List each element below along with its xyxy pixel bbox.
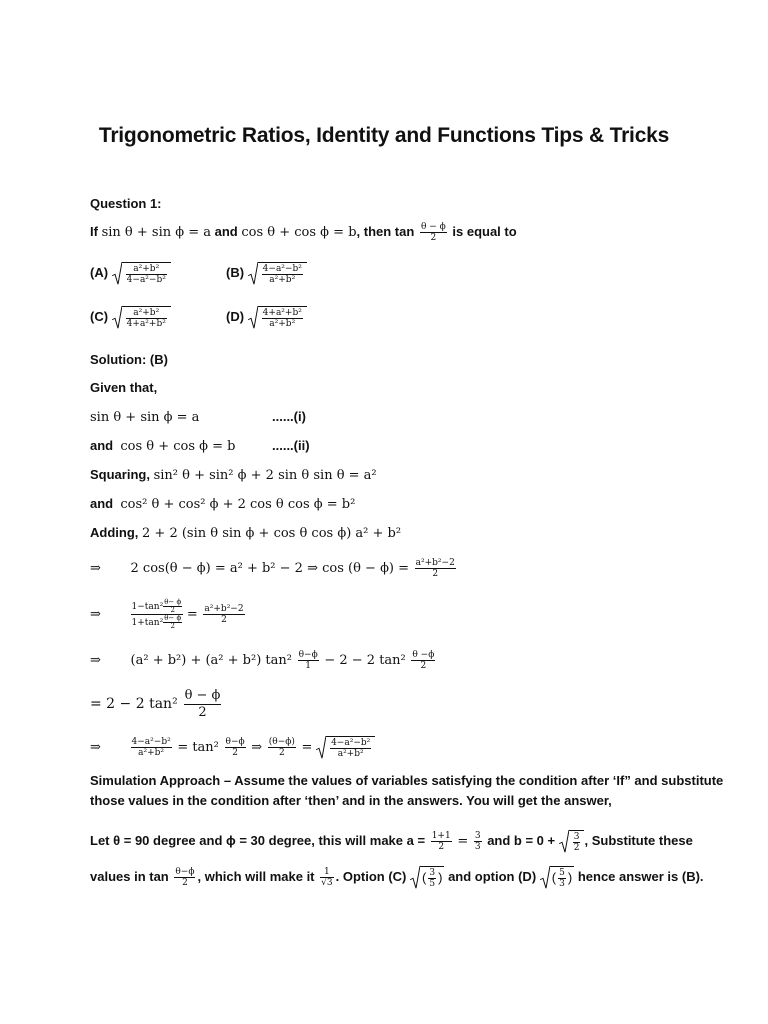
option-c: (C) $\frac{\text{a²+b²}}{\text{4+a²+b²}}$ <box>90 306 171 329</box>
equation-i: sin θ + sin ϕ = a <box>90 410 200 425</box>
simulation-let-line: Let θ = 90 degree and ϕ = 30 degree, this will make a = $\frac{1+1}{2}$ = $\frac{3}{3}$ and b = 0 + $\frac{3}{2}$ , Substitute these <box>90 831 693 853</box>
question-fraction: $\frac{\theta - \phi}{2}$ <box>420 222 446 243</box>
page-title: Trigonometric Ratios, Identity and Functions Tips & Tricks <box>98 124 670 147</box>
step-3: ⇒ (a² + b²) + (a² + b²) tan² $\frac{\theta-\phi}{1}$ − 2 − 2 tan² $\frac{\theta -\phi}{2}$ <box>90 650 435 671</box>
equation-ii: and cos θ + cos ϕ = b <box>90 438 236 454</box>
equation-i-tag: ......(i) <box>272 409 306 424</box>
option-d: (D) $\frac{\text{4+a²+b²}}{\text{a²+b²}}$ <box>226 306 307 329</box>
and-cos-line: and cos² θ + cos² ϕ + 2 cos θ cos ϕ = b² <box>90 496 356 512</box>
step-5: ⇒ $\frac{\text{4−a²−b²}}{\text{a²+b²}}$ = tan² $\frac{\theta-\phi}{2}$ ⇒ $\frac{(\theta-\phi)}{2}$ = $\frac{\text{4−a²−b²}}{\text{a²+b²}}$ <box>90 736 375 759</box>
step-2: ⇒ 1−tan² $\frac{\theta- \phi}{2}$ 1+tan² $\frac{\theta- \phi}{2}$ = $\frac{\text{a²+b²−2}}{2}$ <box>90 598 244 630</box>
simulation-line-2: those values in the condition after ‘then’ and in the answers. You will get the answer, <box>90 793 612 808</box>
option-b: (B) $\frac{\text{4−a²−b²}}{\text{a²+b²}}$ <box>226 262 307 285</box>
adding-line: Adding, 2 + 2 (sin θ sin ϕ + cos θ cos ϕ) a² + b² <box>90 525 402 541</box>
step-1: ⇒ 2 cos(θ − ϕ) = a² + b² − 2 ⇒ cos (θ − ϕ) = $\frac{\text{a²+b²−2}}{2}$ <box>90 558 455 579</box>
solution-heading: Solution: (B) <box>90 352 168 367</box>
given-text: Given that, <box>90 380 158 395</box>
question-heading: Question 1: <box>90 196 162 211</box>
step-4: = 2 − 2 tan² $\frac{\theta - \phi}{2}$ <box>90 688 221 720</box>
simulation-line-1: Simulation Approach – Assume the values of variables satisfying the condition after ‘If” and substitute <box>90 773 724 788</box>
simulation-values-line: values in tan $\frac{\theta-\phi}{2}$ , which will make it $\frac{1}{√3}$ . Option (C) ( $\frac{3}{5}$ ) and option (D) ( $\frac{5}{3}$ ) hence answer is (B). <box>90 867 704 889</box>
equation-ii-tag: ......(ii) <box>272 438 310 453</box>
option-a: (A) $\frac{\text{a²+b²}}{\text{4−a²−b²}}$ <box>90 262 171 285</box>
question-text: If sin θ + sin ϕ = a and cos θ + cos ϕ = b, then tan $\frac{\theta - \phi}{2}$ is equal to <box>90 222 517 243</box>
squaring-line: Squaring, sin² θ + sin² ϕ + 2 sin θ sin θ = a² <box>90 467 377 483</box>
